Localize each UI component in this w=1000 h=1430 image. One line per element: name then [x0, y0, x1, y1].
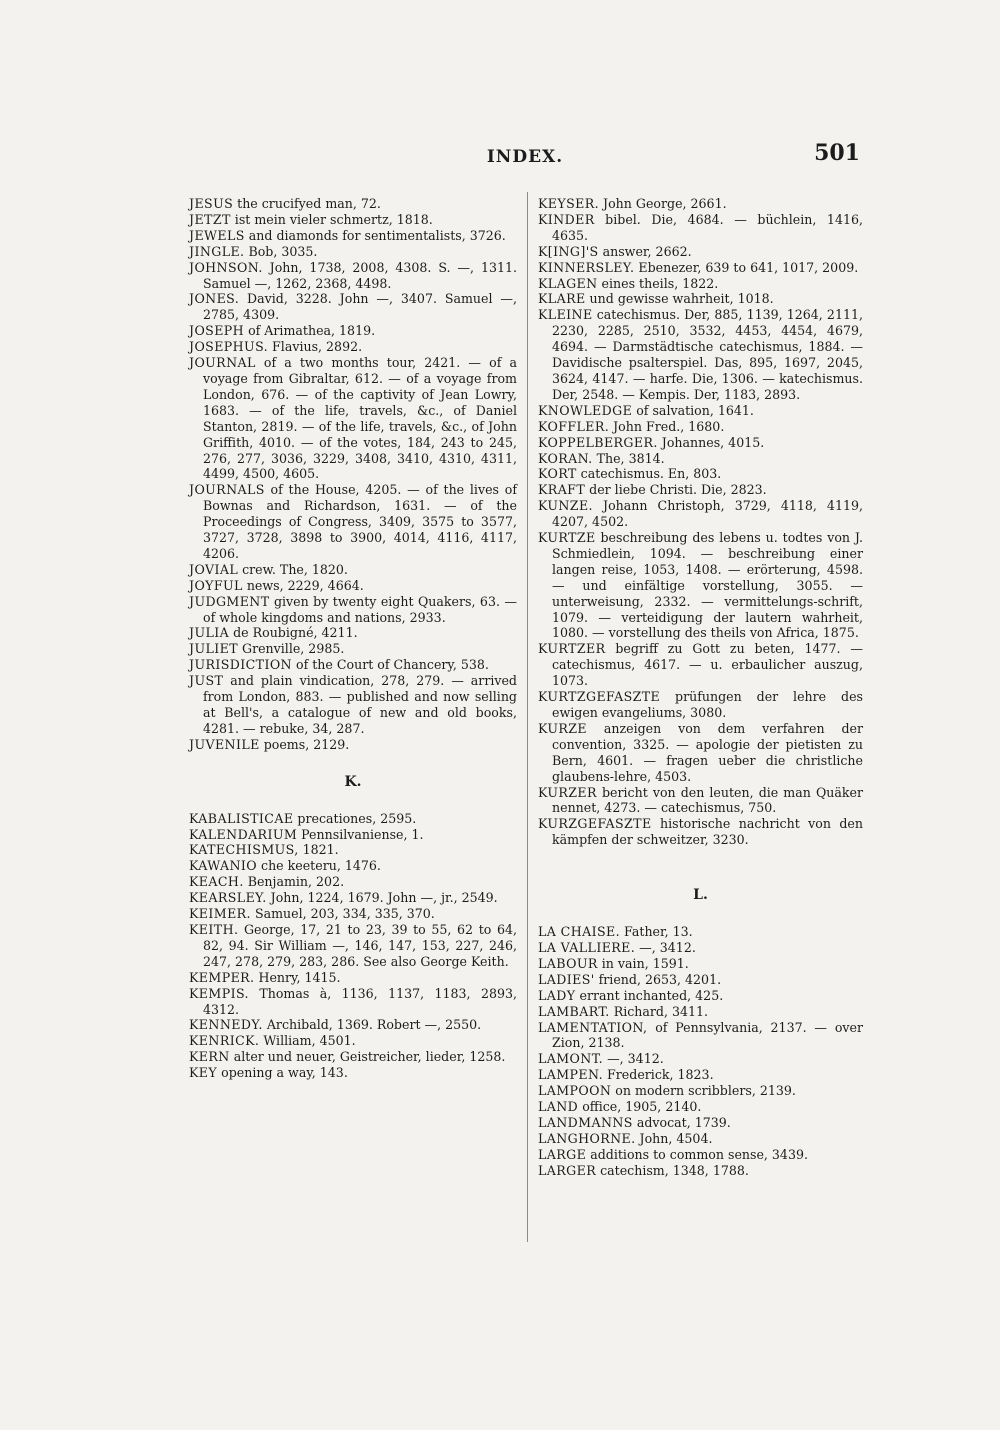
entry-heading: KURZER: [538, 784, 597, 800]
column-divider: [527, 192, 528, 1242]
entry-text: The, 3814.: [592, 450, 665, 466]
entry-text: Grenville, 2985.: [238, 641, 345, 657]
entry-heading: JETZT: [189, 211, 231, 227]
entry-heading: JOYFUL: [189, 577, 243, 593]
entry-heading: KNOWLEDGE: [538, 402, 633, 418]
entry-heading: KOFFLER.: [538, 418, 610, 434]
entry-heading: KURTZER: [538, 641, 606, 657]
entry-text: William, 4501.: [259, 1033, 356, 1049]
index-entry: [538, 276, 863, 292]
entry-heading: KINNERSLEY.: [538, 259, 635, 275]
entry-heading: KABALISTICAE: [189, 810, 294, 826]
entry-heading: KALENDARIUM: [189, 826, 298, 842]
entry-text: Pennsilvaniense, 1.: [297, 826, 424, 842]
entry-text: Johann Christoph, 3729, 4118, 4119, 4207, 4502.: [552, 498, 863, 530]
index-entry: [189, 641, 517, 657]
entry-text: precationes, 2595.: [293, 810, 417, 826]
section-heading-l: L.: [693, 887, 708, 904]
index-entry: [538, 403, 863, 419]
entry-text: John Fred., 1680.: [609, 418, 725, 434]
entry-text: advocat, 1739.: [632, 1114, 731, 1130]
entry-text: catechismus. En, 803.: [576, 466, 722, 482]
entry-text: opening a way, 143.: [217, 1065, 348, 1081]
entry-heading: LA CHAISE.: [538, 924, 620, 940]
entry-heading: KAWANIO: [189, 858, 258, 874]
entry-heading: LANGHORNE.: [538, 1130, 636, 1146]
entry-text: of Arimathea, 1819.: [244, 323, 376, 339]
right-column: [538, 196, 863, 1179]
l-entries: [538, 924, 863, 1179]
entry-text: of salvation, 1641.: [632, 402, 754, 418]
k-entries: [189, 811, 517, 1081]
entry-text: catechism, 1348, 1788.: [596, 1162, 749, 1178]
entry-heading: JINGLE.: [189, 243, 245, 259]
entry-text: und gewisse wahrheit, 1018.: [585, 291, 774, 307]
entry-text: beschreibung des lebens u. todtes von J. Schmiedlein, 1094. — beschreibung einer langen reise, 1053, 1408. — erörterung, 4598. — und einfältige vorstellung, 3055. — unterweisung, 2332. — vermittelungs-schrift, 1079. — verteidigung der lautern wahrheit, 1080. — vorstellung des theils von Africa, 1875.: [552, 530, 863, 641]
entry-heading: JUDGMENT: [189, 593, 270, 609]
index-entry: [189, 922, 517, 970]
entry-text: —, 3412.: [603, 1051, 664, 1067]
entry-text: Richard, 3411.: [609, 1003, 709, 1019]
entry-text: historische nachricht von den kämpfen der schweitzer, 3230.: [552, 816, 863, 848]
index-entry: [538, 244, 863, 260]
entry-text: Ebenezer, 639 to 641, 1017, 2009.: [634, 259, 859, 275]
entry-text: begriff zu Gott zu beten, 1477. — catechismus, 4617. — u. erbaulicher auszug, 1073.: [552, 641, 863, 689]
index-entry: [538, 924, 863, 940]
entry-heading: KEITH.: [189, 921, 239, 937]
entry-heading: JULIA: [189, 625, 230, 641]
index-entry: [189, 323, 517, 339]
entry-heading: KATECHISMUS,: [189, 842, 299, 858]
entry-text: der liebe Christi. Die, 2823.: [585, 482, 767, 498]
index-entry: [189, 657, 517, 673]
index-entry: [189, 212, 517, 228]
entry-text: John George, 2661.: [599, 196, 727, 211]
index-entry: [538, 212, 863, 244]
entry-heading: JULIET: [189, 641, 238, 657]
entry-text: —, 3412.: [635, 939, 696, 955]
entry-heading: LABOUR: [538, 955, 598, 971]
left-entries: [189, 196, 517, 753]
entry-text: and plain vindication, 278, 279. — arrived from London, 883. — published and now selling at Bell's, a catalogue of new and old books, 4281. — rebuke, 34, 287.: [203, 673, 517, 736]
index-entry: [538, 260, 863, 276]
index-entry: [189, 970, 517, 986]
entry-heading: KRAFT: [538, 482, 586, 498]
entry-heading: KURZE: [538, 720, 587, 736]
entry-text: office, 1905, 2140.: [578, 1099, 702, 1115]
entry-text: ist mein vieler schmertz, 1818.: [230, 211, 433, 227]
index-entry: [189, 228, 517, 244]
entry-heading: JOHNSON.: [189, 259, 263, 275]
entry-text: bibel. Die, 4684. — büchlein, 1416, 4635.: [552, 211, 863, 243]
entry-text: Father, 13.: [619, 924, 693, 940]
entry-heading: JOSEPH: [189, 323, 245, 339]
entry-heading: KURTZE: [538, 530, 596, 546]
entry-heading: KLEINE: [538, 307, 593, 323]
index-entry: [538, 435, 863, 451]
entry-text: Benjamin, 202.: [243, 874, 345, 890]
entry-heading: LARGE: [538, 1146, 587, 1162]
index-entry: [189, 291, 517, 323]
index-entry: [538, 419, 863, 435]
entry-heading: KURTZGEFASZTE: [538, 689, 661, 705]
entry-text: in vain, 1591.: [597, 955, 689, 971]
entry-text: answer, 2662.: [598, 243, 692, 259]
index-entry: [538, 530, 863, 641]
index-entry: [189, 482, 517, 562]
entry-text: news, 2229, 4664.: [242, 577, 364, 593]
entry-heading: LAMENTATION,: [538, 1019, 648, 1035]
entry-heading: KLARE: [538, 291, 586, 307]
entry-heading: KENNEDY.: [189, 1017, 263, 1033]
entry-heading: JOURNAL: [189, 355, 256, 371]
entry-text: George, 17, 21 to 23, 39 to 55, 62 to 64, 82, 94. Sir William —, 146, 147, 153, 227, 246, 247, 278, 279, 283, 286. See also George Keith.: [203, 921, 517, 969]
index-entry: [189, 1033, 517, 1049]
section-heading-k: K.: [344, 773, 362, 790]
entry-heading: KEYSER.: [538, 196, 600, 211]
entry-heading: LAMPEN.: [538, 1067, 604, 1083]
entry-heading: LADIES': [538, 971, 595, 987]
index-entry: [538, 816, 863, 848]
index-entry: [538, 785, 863, 817]
entry-heading: JOSEPHUS.: [189, 339, 269, 355]
index-entry: [538, 721, 863, 785]
index-entry: [189, 906, 517, 922]
entry-heading: KEACH.: [189, 874, 244, 890]
entry-heading: LAMONT.: [538, 1051, 604, 1067]
entry-heading: LADY: [538, 987, 576, 1003]
index-entry: [189, 811, 517, 827]
entry-heading: KLAGEN: [538, 275, 598, 291]
entry-text: additions to common sense, 3439.: [586, 1146, 808, 1162]
entry-text: Bob, 3035.: [244, 243, 318, 259]
entry-text: bericht von den leuten, die man Quäker nennet, 4273. — catechismus, 750.: [552, 784, 863, 816]
entry-text: friend, 2653, 4201.: [594, 971, 722, 987]
entry-text: given by twenty eight Quakers, 63. — of whole kingdoms and nations, 2933.: [203, 593, 517, 625]
index-entry: [189, 1049, 517, 1065]
entry-heading: JURISDICTION: [189, 657, 292, 673]
entry-heading: JEWELS: [189, 227, 245, 243]
index-entry: [538, 940, 863, 956]
entry-text: poems, 2129.: [259, 736, 350, 752]
entry-text: the crucifyed man, 72.: [233, 196, 381, 211]
entry-text: David, 3228. John —, 3407. Samuel —, 2785, 4309.: [203, 291, 517, 323]
entry-heading: KORAN.: [538, 450, 593, 466]
entry-heading: KERN: [189, 1049, 230, 1065]
entry-text: errant inchanted, 425.: [575, 987, 724, 1003]
entry-heading: KEMPER.: [189, 969, 255, 985]
entry-text: John, 1738, 2008, 4308. S. —, 1311. Samuel —, 1262, 2368, 4498.: [203, 259, 517, 291]
index-entry: [538, 956, 863, 972]
entry-text: Thomas à, 1136, 1137, 1183, 2893, 4312.: [203, 985, 517, 1017]
page-title: INDEX.: [486, 147, 564, 167]
page-number: 501: [814, 140, 860, 166]
index-entry: [189, 244, 517, 260]
index-entry: [189, 858, 517, 874]
index-entry: [538, 498, 863, 530]
index-entry: [538, 291, 863, 307]
entry-text: and diamonds for sentimentalists, 3726.: [244, 227, 506, 243]
index-entry: [189, 355, 517, 482]
entry-heading: KUNZE.: [538, 498, 593, 514]
entry-text: Henry, 1415.: [254, 969, 341, 985]
entry-heading: LAND: [538, 1099, 579, 1115]
index-entry: [538, 1083, 863, 1099]
entry-heading: KOPPELBERGER.: [538, 434, 658, 450]
index-entry: [538, 1051, 863, 1067]
index-entry: [189, 986, 517, 1018]
index-entry: [538, 451, 863, 467]
index-entry: [189, 890, 517, 906]
index-entry: [189, 594, 517, 626]
index-entry: [189, 842, 517, 858]
entry-text: of Pennsylvania, 2137. — over Zion, 2138.: [552, 1019, 863, 1051]
index-entry: [189, 827, 517, 843]
entry-text: Flavius, 2892.: [268, 339, 363, 355]
entry-heading: KENRICK.: [189, 1033, 260, 1049]
entry-text: catechismus. Der, 885, 1139, 1264, 2111, 2230, 2285, 2510, 3532, 4453, 4454, 4679, 4694. — Darmstädtische catechismus, 1884. — Davidische psalterspiel. Das, 895, 1697, 2045, 3624, 4147. — harfe. Die, 1306. — katechismus. Der, 2548. — Kempis. Der, 1183, 2893.: [552, 307, 863, 402]
entry-text: anzeigen von dem verfahren der convention, 3325. — apologie der pietisten zu Bern, 4601. — fragen ueber die christliche glaubens-lehre, 4503.: [552, 720, 863, 784]
entry-text: prüfungen der lehre des ewigen evangeliums, 3080.: [552, 689, 863, 720]
index-entry: [189, 260, 517, 292]
index-entry: [538, 641, 863, 689]
index-entry: [538, 466, 863, 482]
index-entry: [538, 1099, 863, 1115]
index-entry: [189, 339, 517, 355]
entry-heading: LARGER: [538, 1162, 597, 1178]
index-entry: [538, 1163, 863, 1179]
entry-heading: JUVENILE: [189, 736, 260, 752]
index-entry: [189, 1065, 517, 1081]
entry-heading: KINDER: [538, 211, 595, 227]
entry-text: Archibald, 1369. Robert —, 2550.: [262, 1017, 482, 1033]
entry-heading: JESUS: [189, 196, 234, 211]
index-entry: [538, 196, 863, 212]
entry-text: John, 4504.: [635, 1130, 713, 1146]
index-entry: [189, 673, 517, 737]
index-entry: [538, 1067, 863, 1083]
entry-text: of the House, 4205. — of the lives of Bownas and Richardson, 1631. — of the Proceedings of Congress, 3409, 3575 to 3577, 3727, 3728, 3898 to 3900, 4014, 4116, 4117, 4206.: [203, 482, 517, 561]
index-entry: [538, 988, 863, 1004]
index-entry: [538, 972, 863, 988]
entry-heading: KORT: [538, 466, 577, 482]
entry-heading: LA VALLIERE.: [538, 939, 636, 955]
entry-heading: LANDMANNS: [538, 1114, 633, 1130]
index-entry: [189, 578, 517, 594]
index-entry: [189, 562, 517, 578]
entry-text: Frederick, 1823.: [603, 1067, 714, 1083]
index-entry: [189, 196, 517, 212]
left-column: [189, 196, 517, 1081]
entry-text: of the Court of Chancery, 538.: [291, 657, 489, 673]
entry-text: Johannes, 4015.: [657, 434, 765, 450]
entry-text: of a two months tour, 2421. — of a voyage from Gibraltar, 612. — of a voyage from London, 676. — of the captivity of Jean Lowry, 1683. — of the life, travels, &c., of Daniel Stanton, 2819. — of the life, travels, &c., of John Griffith, 4010. — of the votes, 184, 243 to 245, 276, 277, 3036, 3229, 3408, 3410, 4310, 4311, 4499, 4500, 4605.: [203, 355, 517, 482]
entry-heading: JUST: [189, 673, 224, 689]
entry-heading: KEMPIS.: [189, 985, 249, 1001]
entry-heading: JOVIAL: [189, 561, 239, 577]
entry-heading: LAMPOON: [538, 1083, 612, 1099]
entry-heading: K[ING]'S: [538, 243, 599, 259]
entry-text: on modern scribblers, 2139.: [611, 1083, 796, 1099]
index-entry: [538, 1020, 863, 1052]
entry-heading: JOURNALS: [189, 482, 265, 498]
entry-text: 1821.: [298, 842, 339, 858]
index-entry: [189, 874, 517, 890]
index-entry: [538, 1115, 863, 1131]
entry-text: Samuel, 203, 334, 335, 370.: [250, 906, 435, 922]
index-entry: [189, 625, 517, 641]
index-entry: [538, 1147, 863, 1163]
entry-text: John, 1224, 1679. John —, jr., 2549.: [266, 890, 498, 906]
entry-heading: KEY: [189, 1065, 218, 1081]
entry-heading: JONES.: [189, 291, 240, 307]
index-entry: [189, 737, 517, 753]
index-entry: [189, 1017, 517, 1033]
index-entry: [538, 307, 863, 402]
entry-text: che keeteru, 1476.: [257, 858, 381, 874]
entry-text: eines theils, 1822.: [597, 275, 719, 291]
entry-heading: KURZGEFASZTE: [538, 816, 652, 832]
entry-heading: KEIMER.: [189, 906, 251, 922]
index-entry: [538, 482, 863, 498]
entry-heading: LAMBART.: [538, 1003, 610, 1019]
index-entry: [538, 689, 863, 721]
entry-text: crew. The, 1820.: [238, 561, 348, 577]
entry-text: alter und neuer, Geistreicher, lieder, 1258.: [229, 1049, 506, 1065]
entry-heading: KEARSLEY.: [189, 890, 267, 906]
right-entries: [538, 196, 863, 848]
entry-text: de Roubigné, 4211.: [229, 625, 358, 641]
index-entry: [538, 1004, 863, 1020]
index-entry: [538, 1131, 863, 1147]
